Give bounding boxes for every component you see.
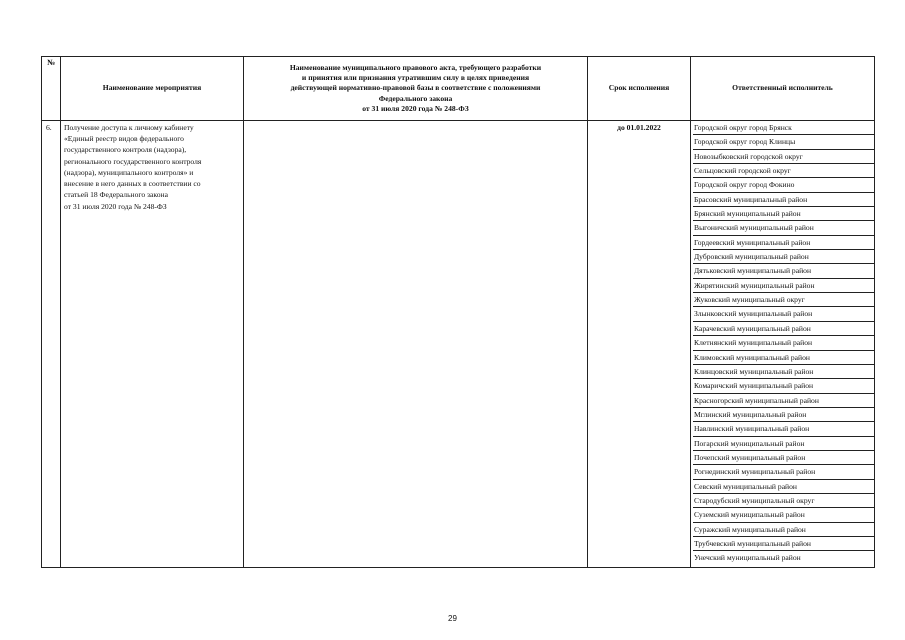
- list-item: Комаричский муниципальный район: [693, 379, 874, 393]
- list-item: Стародубский муниципальный округ: [693, 494, 874, 508]
- list-item: Севский муниципальный район: [693, 480, 874, 494]
- header-event: Наименование мероприятия: [61, 57, 244, 121]
- list-item: Клетнянский муниципальный район: [693, 336, 874, 350]
- list-item: Городской округ город Клинцы: [693, 135, 874, 149]
- header-term: Срок исполнения: [588, 57, 691, 121]
- list-item: Брасовский муниципальный район: [693, 193, 874, 207]
- event-line: «Единый реестр видов федерального: [64, 134, 184, 144]
- header-act-line: Федерального закона: [378, 93, 453, 103]
- header-act-line: Наименование муниципального правового акта, требующего разработки: [289, 63, 542, 73]
- table-header-row: [42, 57, 875, 121]
- list-item: Почепский муниципальный район: [693, 451, 874, 465]
- list-item: Выгоничский муниципальный район: [693, 221, 874, 235]
- event-line: статьей 18 Федерального закона: [64, 190, 168, 200]
- list-item: Навлинский муниципальный район: [693, 422, 874, 436]
- header-act: [244, 57, 588, 121]
- header-number: №: [42, 57, 61, 121]
- list-item: Клинцовский муниципальный район: [693, 365, 874, 379]
- list-item: Рогнединский муниципальный район: [693, 465, 874, 479]
- list-item: Карачевский муниципальный район: [693, 322, 874, 336]
- act-cell: [244, 121, 588, 568]
- list-item: Дятьковский муниципальный район: [693, 264, 874, 278]
- list-item: Городской округ город Брянск: [693, 121, 874, 135]
- list-item: Мглинский муниципальный район: [693, 408, 874, 422]
- page-number: 29: [448, 614, 457, 623]
- header-responsible: Ответственный исполнитель: [691, 57, 875, 121]
- list-item: Климовский муниципальный район: [693, 351, 874, 365]
- list-item: Гордеевский муниципальный район: [693, 236, 874, 250]
- list-item: Жуковский муниципальный округ: [693, 293, 874, 307]
- list-item: Погарский муниципальный район: [693, 437, 874, 451]
- event-cell: [61, 121, 244, 568]
- list-item: Трубчевский муниципальный район: [693, 537, 874, 551]
- list-item: Злынковский муниципальный район: [693, 307, 874, 321]
- list-item: Суражский муниципальный район: [693, 523, 874, 537]
- list-item: Сельцовский городской округ: [693, 164, 874, 178]
- list-item: Новозыбковский городской округ: [693, 150, 874, 164]
- event-line: внесение в него данных в соответствии со: [64, 179, 201, 189]
- list-item: Суземский муниципальный район: [693, 508, 874, 522]
- list-item: Красногорский муниципальный район: [693, 394, 874, 408]
- list-item: Брянский муниципальный район: [693, 207, 874, 221]
- list-item: Унечский муниципальный район: [694, 553, 801, 563]
- list-item: Городской округ город Фокино: [693, 178, 874, 192]
- list-item: Жирятинский муниципальный район: [693, 279, 874, 293]
- header-act-line: от 31 июля 2020 года № 248-ФЗ: [362, 103, 469, 113]
- header-act-line: действующей нормативно-правовой базы в соответствие с положениями: [290, 83, 541, 93]
- event-line: Получение доступа к личному кабинету: [64, 123, 194, 132]
- event-line: регионального государственного контроля: [64, 156, 202, 166]
- responsible-cell: [691, 121, 875, 568]
- event-line: от 31 июля 2020 года № 248-ФЗ: [64, 201, 167, 211]
- list-item: Дубровский муниципальный район: [693, 250, 874, 264]
- event-line: государственного контроля (надзора),: [64, 145, 187, 155]
- header-act-line: и принятия или признания утратившим силу в целях приведения: [301, 73, 530, 83]
- term-cell: до 01.01.2022: [588, 121, 691, 568]
- table-row: [42, 121, 875, 568]
- event-line: (надзора), муниципального контроля» и: [64, 167, 194, 177]
- row-number: 6.: [42, 121, 61, 568]
- measures-table: [41, 56, 875, 568]
- responsible-list: [693, 121, 874, 566]
